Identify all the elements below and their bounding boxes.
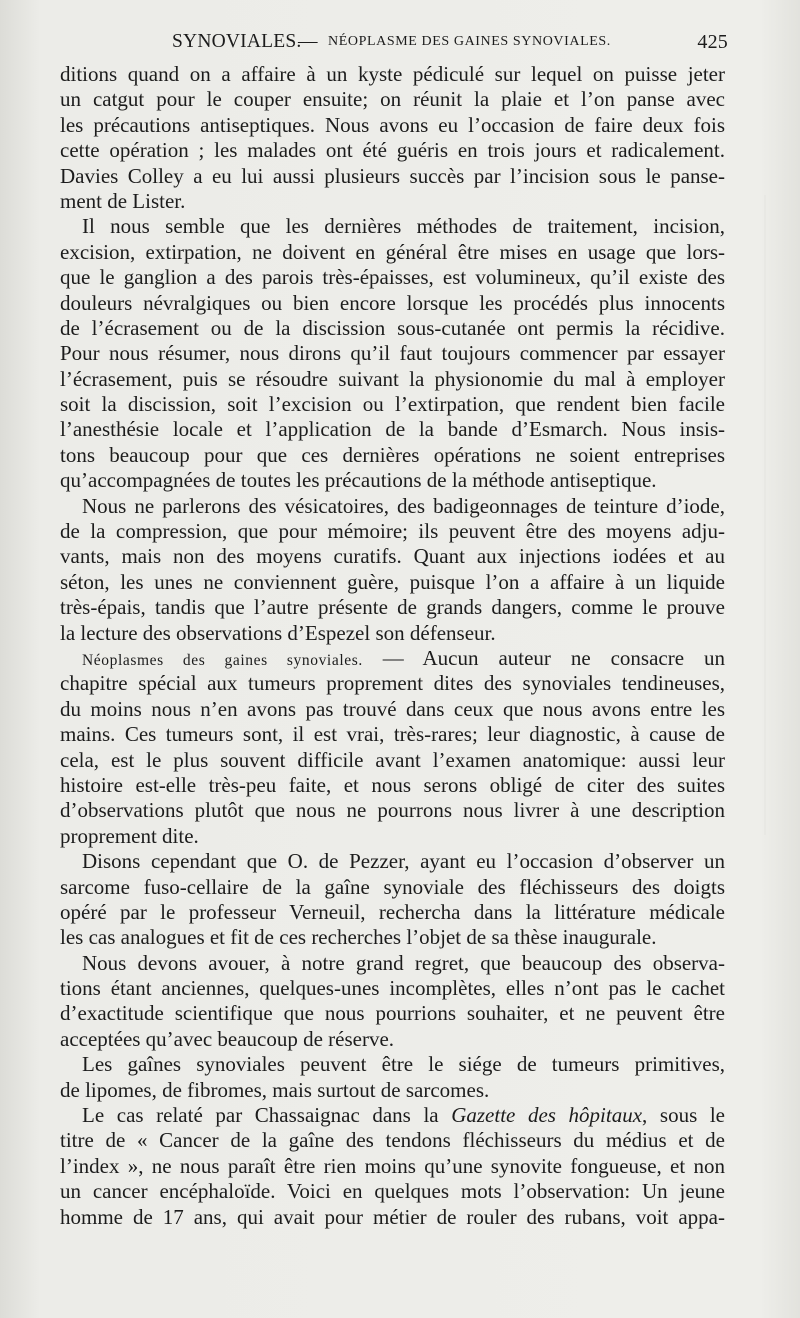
text-run: — Aucun auteur ne consacre un <box>362 645 725 670</box>
page-number: 425 <box>697 31 728 53</box>
text-line: Il nous semble que les dernières méthodes de traitement, incision, <box>82 214 725 239</box>
text-line: la lecture des observations d’Espezel son défenseur. <box>60 620 496 645</box>
text-line: très-épais, tandis que l’autre présente de grands dangers, comme le prouve <box>60 595 725 620</box>
text-line: cette opération ; les malades ont été guéris en trois jours et radicalement. <box>60 138 725 163</box>
text-line: les précautions antiseptiques. Nous avons eu l’occasion de faire deux fois <box>60 112 725 137</box>
text-line: cela, est le plus souvent difficile avant l’examen anatomique: aussi leur <box>60 747 725 772</box>
text-line: histoire est-elle très-peu faite, et nous serons obligé de citer des suites <box>60 772 725 797</box>
text-line: opéré par le professeur Verneuil, rechercha dans la littérature médicale <box>60 899 725 924</box>
text-line: homme de 17 ans, qui avait pour métier de rouler des rubans, voit appa- <box>60 1204 725 1229</box>
text-line: mains. Ces tumeurs sont, il est vrai, très-rares; leur diagnostic, à cause de <box>60 722 725 747</box>
text-line: tions étant anciennes, quelques-unes incomplètes, elles n’ont pas le cachet <box>60 976 725 1001</box>
text-line: tons beaucoup pour que ces dernières opérations ne soient entreprises <box>60 442 725 467</box>
text-line: un cancer encéphaloïde. Voici en quelques mots l’observation: Un jeune <box>60 1179 725 1204</box>
text-line <box>60 1103 725 1128</box>
text-line: ditions quand on a affaire à un kyste pédiculé sur lequel on puisse jeter <box>60 62 725 86</box>
text-line: proprement dite. <box>60 823 199 848</box>
text-line: qu’accompagnées de toutes les précautions de la méthode antiseptique. <box>60 468 657 493</box>
text-line: du moins nous n’en avons pas trouvé dans ceux que nous avons entre les <box>60 696 725 721</box>
text-line: soit la discission, soit l’excision ou l’extirpation, que rendent bien facile <box>60 392 725 417</box>
text-line: Les gaînes synoviales peuvent être le siége de tumeurs primitives, <box>82 1052 725 1077</box>
section-heading-line <box>60 646 725 671</box>
text-line: les cas analogues et fit de ces recherches l’objet de sa thèse inaugurale. <box>60 925 657 950</box>
text-line: Pour nous résumer, nous dirons qu’il faut toujours commencer par essayer <box>60 341 725 366</box>
text-line: d’observations plutôt que nous ne pourrons nous livrer à une description <box>60 798 725 823</box>
text-run: Le cas relaté par Chassaignac dans la <box>82 1103 452 1128</box>
running-head-dash: — <box>298 31 318 52</box>
running-head-title: SYNOVIALES. <box>172 31 302 52</box>
text-line: excision, extirpation, ne doivent en général être mises en usage que lors- <box>60 239 725 264</box>
section-heading: Néoplasmes des gaines synoviales. <box>82 651 363 669</box>
text-line: l’index », ne nous paraît être rien moins qu’une synovite fongueuse, et non <box>60 1153 725 1178</box>
text-line: Nous ne parlerons des vésicatoires, des badigeonnages de teinture d’iode, <box>82 493 725 518</box>
body-text <box>60 62 725 1230</box>
journal-title: Gazette des hôpitaux <box>451 1103 643 1128</box>
text-line: de la compression, que pour mémoire; ils peuvent être des moyens adju- <box>60 519 725 544</box>
running-head-section: NÉOPLASME DES GAINES SYNOVIALES. <box>328 34 611 49</box>
text-line: un catgut pour le couper ensuite; on réunit la plaie et l’on panse avec <box>60 87 725 112</box>
text-line: que le ganglion a des parois très-épaisses, est volumineux, qu’il existe des <box>60 265 725 290</box>
text-line: vants, mais non des moyens curatifs. Quant aux injections iodées et au <box>60 544 725 569</box>
text-line: l’anesthésie locale et l’application de la bande d’Esmarch. Nous insis- <box>60 417 725 442</box>
text-line: d’exactitude scientifique que nous pourrions souhaiter, et ne peuvent être <box>60 1001 725 1026</box>
text-line: chapitre spécial aux tumeurs proprement dites des synoviales tendineuses, <box>60 671 725 696</box>
text-line: douleurs névralgiques ou bien encore lorsque les procédés plus innocents <box>60 290 725 315</box>
text-line: titre de « Cancer de la gaîne des tendons fléchisseurs du médius et de <box>60 1128 725 1153</box>
bleed-through-mark <box>745 195 785 835</box>
text-line: acceptées qu’avec beaucoup de réserve. <box>60 1026 395 1051</box>
running-head <box>172 31 728 57</box>
text-line: l’écrasement, puis se résoudre suivant la physionomie du mal à employer <box>60 366 725 391</box>
text-line: Disons cependant que O. de Pezzer, ayant eu l’occasion d’observer un <box>82 849 725 874</box>
text-line: Davies Colley a eu lui aussi plusieurs succès par l’incision sous le panse- <box>60 163 725 188</box>
text-line: sarcome fuso-cellaire de la gaîne synoviale des fléchisseurs des doigts <box>60 874 725 899</box>
text-line: de lipomes, de fibromes, mais surtout de sarcomes. <box>60 1077 490 1102</box>
text-line: ment de Lister. <box>60 188 186 213</box>
text-run: , sous le <box>642 1103 725 1128</box>
text-line: Nous devons avouer, à notre grand regret, que beaucoup des observa- <box>82 950 725 975</box>
text-line: de l’écrasement ou de la discission sous-cutanée ont permis la récidive. <box>60 315 725 340</box>
text-line: séton, les unes ne conviennent guère, puisque l’on a affaire à un liquide <box>60 569 725 594</box>
